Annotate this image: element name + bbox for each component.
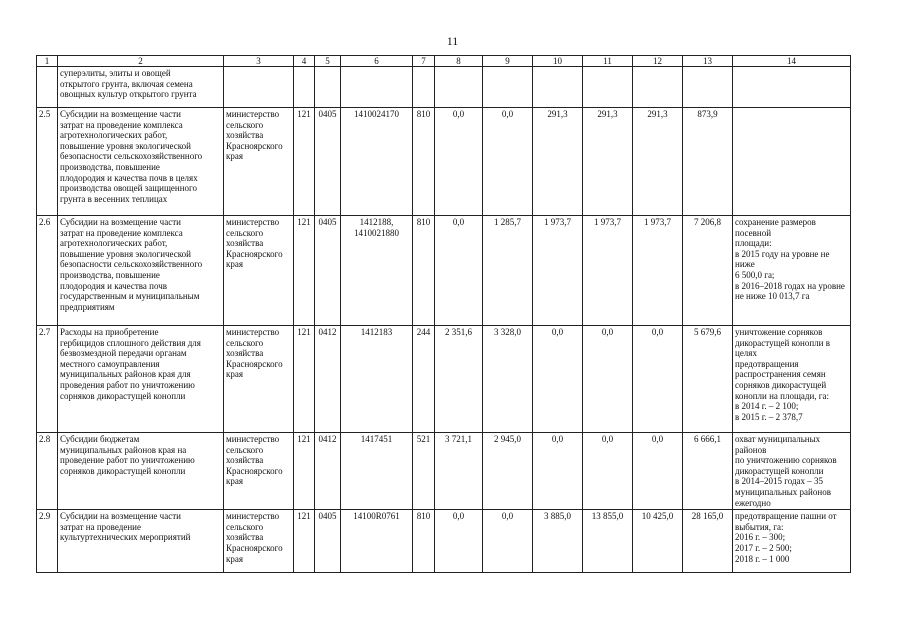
row-number: 2.5 (37, 108, 58, 216)
responsible-agency: министерство сельского хозяйства Красноярского края (224, 510, 294, 573)
value-2014: 0,0 (435, 108, 483, 216)
column-header-9: 9 (483, 56, 533, 67)
row-number: 2.6 (37, 216, 58, 326)
value-2014: 0,0 (435, 216, 483, 326)
value-2018: 291,3 (633, 108, 683, 216)
value-2017: 13 855,0 (583, 510, 633, 573)
row-number: 2.9 (37, 510, 58, 573)
responsible-agency: министерство сельского хозяйства Красноярского края (224, 216, 294, 326)
value-2018 (633, 67, 683, 108)
expected-result: охват муниципальных районов по уничтожению сорняков дикорастущей конопли в 2014–2015 годах – 35 муниципальных районов ежегодно (733, 433, 851, 510)
expense-type-code: 810 (413, 216, 435, 326)
column-header-14: 14 (733, 56, 851, 67)
measure-name: Субсидии на возмещение части затрат на проведение культуртехнических мероприятий (58, 510, 224, 573)
expected-result: сохранение размеров посевной площади: в 2015 году на уровне не ниже 6 500,0 га; в 2016–2018 годах на уровне не ниже 10 013,7 га (733, 216, 851, 326)
value-2015: 1 285,7 (483, 216, 533, 326)
column-header-4: 4 (294, 56, 315, 67)
grbs-code: 121 (294, 108, 315, 216)
section-code: 0405 (315, 510, 341, 573)
measure-name: Субсидии бюджетам муниципальных районов края на проведение работ по уничтожению сорняков дикорастущей конопли (58, 433, 224, 510)
column-header-10: 10 (533, 56, 583, 67)
column-header-13: 13 (683, 56, 733, 67)
value-2018: 1 973,7 (633, 216, 683, 326)
column-header-7: 7 (413, 56, 435, 67)
section-code: 0412 (315, 433, 341, 510)
value-2018: 0,0 (633, 326, 683, 433)
grbs-code: 121 (294, 510, 315, 573)
value-2015: 0,0 (483, 510, 533, 573)
page-number: 11 (446, 34, 459, 48)
grbs-code: 121 (294, 216, 315, 326)
value-2017: 1 973,7 (583, 216, 633, 326)
column-header-6: 6 (341, 56, 413, 67)
row-number: 2.7 (37, 326, 58, 433)
column-header-8: 8 (435, 56, 483, 67)
expense-type-code (413, 67, 435, 108)
value-2015 (483, 67, 533, 108)
target-article-code: 14100R0761 (341, 510, 413, 573)
value-2016: 1 973,7 (533, 216, 583, 326)
target-article-code: 1412183 (341, 326, 413, 433)
target-article-code: 1417451 (341, 433, 413, 510)
responsible-agency: министерство сельского хозяйства Красноярского края (224, 108, 294, 216)
table-row (37, 108, 851, 216)
expense-type-code: 244 (413, 326, 435, 433)
column-header-2: 2 (58, 56, 224, 67)
value-2014: 3 721,1 (435, 433, 483, 510)
value-2017: 291,3 (583, 108, 633, 216)
expense-type-code: 810 (413, 510, 435, 573)
expected-result: уничтожение сорняков дикорастущей конопли в целях предотвращения распространения семян сорняков дикорастущей конопли на площади, га: в 2014 г. – 2 100; в 2015 г. – 2 378,7 (733, 326, 851, 433)
value-2016 (533, 67, 583, 108)
value-2014 (435, 67, 483, 108)
column-number-header (37, 56, 851, 67)
expected-result (733, 67, 851, 108)
value-2018: 0,0 (633, 433, 683, 510)
value-2016: 0,0 (533, 326, 583, 433)
value-2017: 0,0 (583, 433, 633, 510)
total-value: 6 666,1 (683, 433, 733, 510)
target-article-code (341, 67, 413, 108)
value-2016: 291,3 (533, 108, 583, 216)
target-article-code: 1412188, 1410021880 (341, 216, 413, 326)
section-code (315, 67, 341, 108)
table-row (37, 67, 851, 108)
measure-name: Расходы на приобретение гербицидов сплошного действия для безвозмездной передачи органам местного самоуправления муниципальных районов края для проведения работ по уничтожению сорняков дикорастущей конопли (58, 326, 224, 433)
measure-name: Субсидии на возмещение части затрат на проведение комплекса агротехнологических работ, повышение уровня экологической безопасности сельскохозяйственного производства, повышение плодородия и качества почв в целях производства овощей защищенного грунта в весенних теплицах (58, 108, 224, 216)
column-header-12: 12 (633, 56, 683, 67)
column-header-5: 5 (315, 56, 341, 67)
column-header-11: 11 (583, 56, 633, 67)
total-value: 28 165,0 (683, 510, 733, 573)
target-article-code: 1410024170 (341, 108, 413, 216)
expected-result (733, 108, 851, 216)
grbs-code: 121 (294, 326, 315, 433)
value-2014: 2 351,6 (435, 326, 483, 433)
measure-name: Субсидии на возмещение части затрат на проведение комплекса агротехнологических работ, повышение уровня экологической безопасности сельскохозяйственного производства, повышение плодородия и качества почв государственным и муниципальным предприятиям (58, 216, 224, 326)
total-value: 7 206,8 (683, 216, 733, 326)
section-code: 0405 (315, 108, 341, 216)
measure-name: суперэлиты, элиты и овощей открытого грунта, включая семена овощных культур открытого грунта (58, 67, 224, 108)
grbs-code (294, 67, 315, 108)
row-number: 2.8 (37, 433, 58, 510)
total-value: 873,9 (683, 108, 733, 216)
responsible-agency (224, 67, 294, 108)
value-2015: 2 945,0 (483, 433, 533, 510)
value-2015: 0,0 (483, 108, 533, 216)
value-2014: 0,0 (435, 510, 483, 573)
table-row (37, 510, 851, 573)
table-row (37, 216, 851, 326)
value-2016: 3 885,0 (533, 510, 583, 573)
table-row (37, 326, 851, 433)
total-value: 5 679,6 (683, 326, 733, 433)
value-2017 (583, 67, 633, 108)
expense-type-code: 810 (413, 108, 435, 216)
row-number (37, 67, 58, 108)
value-2016: 0,0 (533, 433, 583, 510)
grbs-code: 121 (294, 433, 315, 510)
column-header-1: 1 (37, 56, 58, 67)
total-value (683, 67, 733, 108)
program-measures-table (36, 55, 851, 573)
responsible-agency: министерство сельского хозяйства Красноярского края (224, 433, 294, 510)
expected-result: предотвращение пашни от выбытия, га: 2016 г. – 300; 2017 г. – 2 500; 2018 г. – 1 000 (733, 510, 851, 573)
expense-type-code: 521 (413, 433, 435, 510)
value-2015: 3 328,0 (483, 326, 533, 433)
responsible-agency: министерство сельского хозяйства Красноярского края (224, 326, 294, 433)
value-2018: 10 425,0 (633, 510, 683, 573)
value-2017: 0,0 (583, 326, 633, 433)
section-code: 0405 (315, 216, 341, 326)
column-header-3: 3 (224, 56, 294, 67)
table-row (37, 433, 851, 510)
section-code: 0412 (315, 326, 341, 433)
